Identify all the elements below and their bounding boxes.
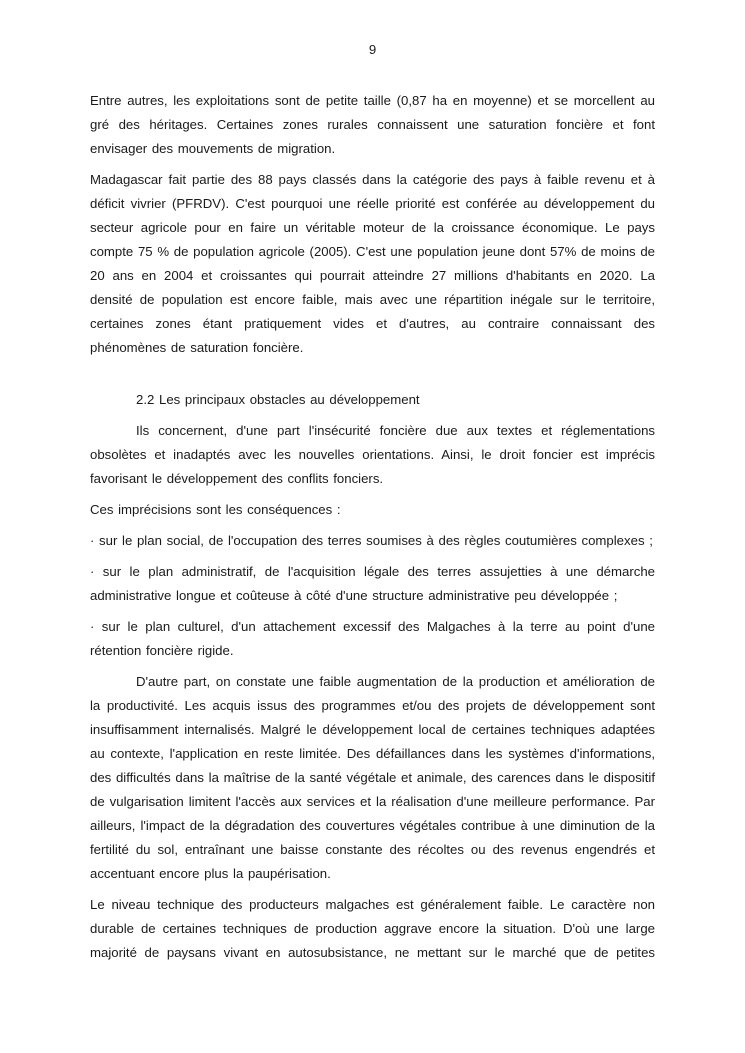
- bullet-plan-social: · sur le plan social, de l'occupation des terres soumises à des règles coutumières complexes ;: [90, 533, 653, 548]
- paragraph-consequences-intro: Ces imprécisions sont les conséquences :: [90, 502, 341, 517]
- document-body: [90, 89, 655, 965]
- paragraph-production-productivite: D'autre part, on constate une faible augmentation de la production et amélioration de la productivité. Les acquis issus des programmes et/ou des projets de développement sont insuffisamment internalisés. Malgré le développement local de certaines techniques adaptées au contexte, l'application en reste limitée. Des défaillances dans les systèmes d'informations, des difficultés dans la maîtrise de la santé végétale et animale, des carences dans le dispositif de vulgarisation limitent l'accès aux services et la réalisation d'une meilleure performance. Par ailleurs, l'impact de la dégradation des couvertures végétales contribue à une diminution de la fertilité du sol, entraînant une baisse constante des récoltes ou des revenus engendrés et accentuant encore plus la paupérisation.: [90, 674, 655, 881]
- paragraph-niveau-technique: Le niveau technique des producteurs malgaches est généralement faible. Le caractère non durable de certaines techniques de production aggrave encore la situation. D'où une large majorité de paysans vivant en autosubsistance, ne mettant sur le marché que de petites: [90, 897, 655, 960]
- bullet-plan-culturel: · sur le plan culturel, d'un attachement excessif des Malgaches à la terre au point d'une rétention foncière rigide.: [90, 619, 655, 658]
- page-number: 9: [368, 42, 377, 57]
- paragraph-insecurite-fonciere: Ils concernent, d'une part l'insécurité foncière due aux textes et réglementations obsolètes et inadaptés avec les nouvelles orientations. Ainsi, le droit foncier est imprécis favorisant le développement des conflits fonciers.: [90, 423, 655, 486]
- bullet-plan-administratif: · sur le plan administratif, de l'acquisition légale des terres assujetties à une démarche administrative longue et coûteuse à côté d'une structure administrative peu développée ;: [90, 564, 655, 603]
- paragraph-madagascar-pfrdv: Madagascar fait partie des 88 pays classés dans la catégorie des pays à faible revenu et à déficit vivrier (PFRDV). C'est pourquoi une réelle priorité est conférée au développement du secteur agricole pour en faire un véritable moteur de la croissance économique. Le pays compte 75 % de population agricole (2005). C'est une population jeune dont 57% de moins de 20 ans en 2004 et croissantes qui pourrait atteindre 27 millions d'habitants en 2020. La densité de population est encore faible, mais avec une répartition inégale sur le territoire, certaines zones étant pratiquement vides et d'autres, au contraire connaissant des phénomènes de saturation foncière.: [90, 172, 655, 355]
- section-heading-obstacles: 2.2 Les principaux obstacles au développement: [136, 392, 420, 407]
- paragraph-exploitations: Entre autres, les exploitations sont de petite taille (0,87 ha en moyenne) et se morcellent au gré des héritages. Certaines zones rurales connaissent une saturation foncière et font envisager des mouvements de migration.: [90, 93, 655, 156]
